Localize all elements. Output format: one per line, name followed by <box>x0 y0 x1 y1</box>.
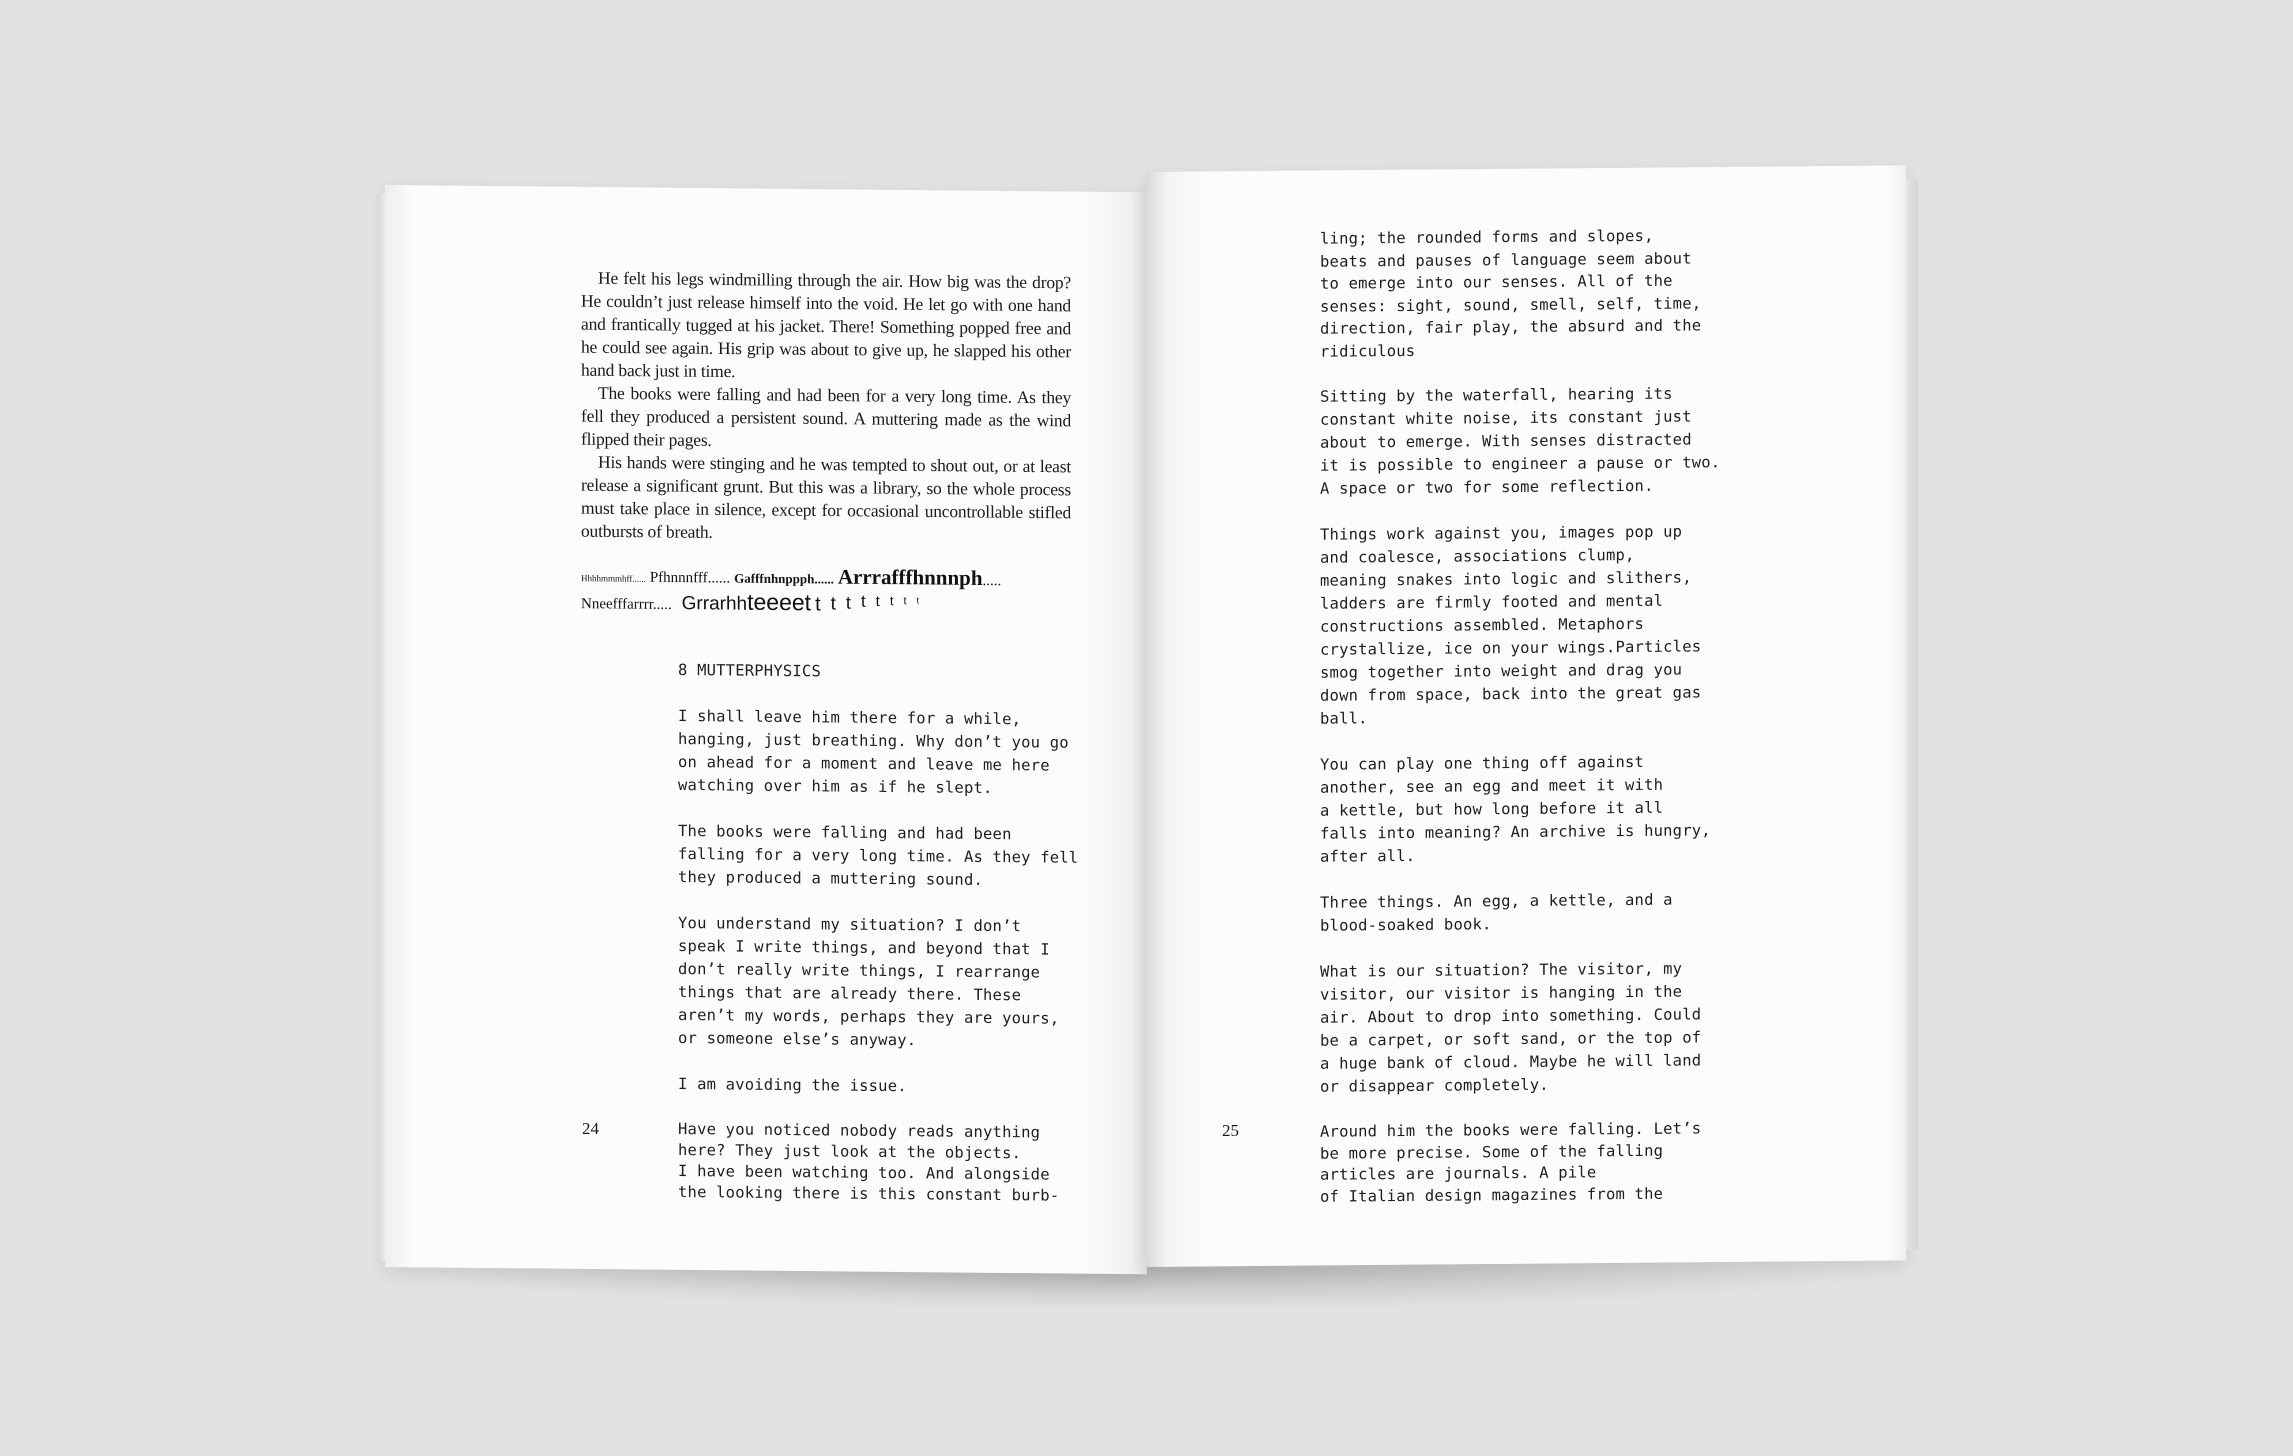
grunt-tail-letter: t <box>845 592 861 613</box>
page-number-right: 25 <box>1222 1121 1239 1140</box>
grunt-typography <box>581 562 1181 623</box>
left-mono-text <box>678 659 1098 1207</box>
grunt-1: Hhhhmmmhff...... <box>581 573 646 584</box>
mono-paragraph: Have you noticed nobody reads anything here? They just look at the objects. I have been watching too. And alongside the looking there is this constant burb- <box>678 1119 1060 1205</box>
grunt-tail <box>815 592 929 620</box>
mono-paragraph: You can play one thing off against another, see an egg and meet it with a kettle, but how long before it all falls into meaning? An archive is hungry, after all. <box>1320 752 1711 866</box>
mono-paragraph: What is our situation? The visitor, my visitor, our visitor is hanging in the air. About to drop into something. Could be a carpet, or soft sand, or the top of a huge bank of cloud. Maybe he will land or disappear completely. <box>1320 959 1702 1096</box>
grunt-4: Arrrafffhnnnph <box>837 564 983 590</box>
mono-paragraph: Sitting by the waterfall, hearing its constant white noise, its constant just about to emerge. With senses distracted it is possible to engineer a pause or two. A space or two for some reflection. <box>1320 384 1721 498</box>
mono-paragraph: You understand my situation? I don’t speak I write things, and beyond that I don’t really write things, I rearrange things that are already there. These aren’t my words, perhaps they are yours, or someone else’s anyway. <box>678 913 1060 1050</box>
left-serif-text <box>581 267 1071 548</box>
mono-paragraph: Things work against you, images pop up and coalesce, associations clump, meaning snakes into logic and slithers, ladders are firmly footed and mental constructions assembled. Metaphors crystallize, ice on your wings.Particles smog together into weight and drag you down from space, back into the great gas ball. <box>1320 522 1702 728</box>
grunt-2: Pfhnnnfff...... <box>649 569 731 587</box>
mono-paragraph: The books were falling and had been falling for a very long time. As they fell they produced a muttering sound. <box>678 821 1079 889</box>
grunt-tail-letter: t <box>830 593 846 615</box>
mono-paragraph: Around him the books were falling. Let’s be more precise. Some of the falling articles are journals. A pile of Italian design magazines from the <box>1320 1119 1702 1206</box>
grunt-tail-letter: t <box>860 592 876 612</box>
grunt-6: Grrarhh <box>681 593 748 615</box>
grunt-7: teeeet <box>747 588 812 616</box>
grunt-tail-letter: t <box>916 594 930 606</box>
page-number-left: 24 <box>582 1119 599 1138</box>
grunt-4-dots: ..... <box>982 572 1002 590</box>
grunt-3: Gafffnhnppph...... <box>734 570 834 587</box>
mono-paragraph: I am avoiding the issue. <box>678 1074 907 1096</box>
grunt-tail-letter: t <box>903 595 917 608</box>
serif-paragraph: He felt his legs windmilling through the air. How big was the drop? He couldn’t just release himself into the void. He let go with one hand and frantically tugged at his jacket. There! Something popped free and he could see again. His grip was about to give up, he slapped his other hand back just in time. <box>581 267 1071 382</box>
mono-paragraph: ling; the rounded forms and slopes, beats and pauses of language seem about to emerge into our senses. All of the senses: sight, sound, smell, self, time, direction, fair play, the absurd and the ridiculous <box>1320 226 1702 361</box>
mono-paragraph: Three things. An egg, a kettle, and a blood-soaked book. <box>1320 890 1673 935</box>
grunt-5: Nneefffarrrr..... <box>581 596 672 613</box>
serif-paragraph: His hands were stinging and he was tempted to shout out, or at least release a significant grunt. But this was a library, so the whole process must take place in silence, except for occasional uncontrollable stifled outbursts of breath. <box>581 451 1071 542</box>
mono-paragraph: I shall leave him there for a while, hanging, just breathing. Why don’t you go on ahead for a moment and leave me here watching over him as if he slept. <box>678 706 1069 798</box>
grunt-tail-letter: t <box>815 593 831 616</box>
grunt-tail-letter: t <box>875 593 890 611</box>
grunt-tail-letter: t <box>889 593 904 609</box>
right-mono-text <box>1320 224 1720 1207</box>
serif-paragraph: The books were falling and had been for a very long time. As they fell they produced a persistent sound. A muttering made as the wind flipped their pages. <box>581 382 1071 450</box>
section-heading: 8 MUTTERPHYSICS <box>678 660 821 681</box>
